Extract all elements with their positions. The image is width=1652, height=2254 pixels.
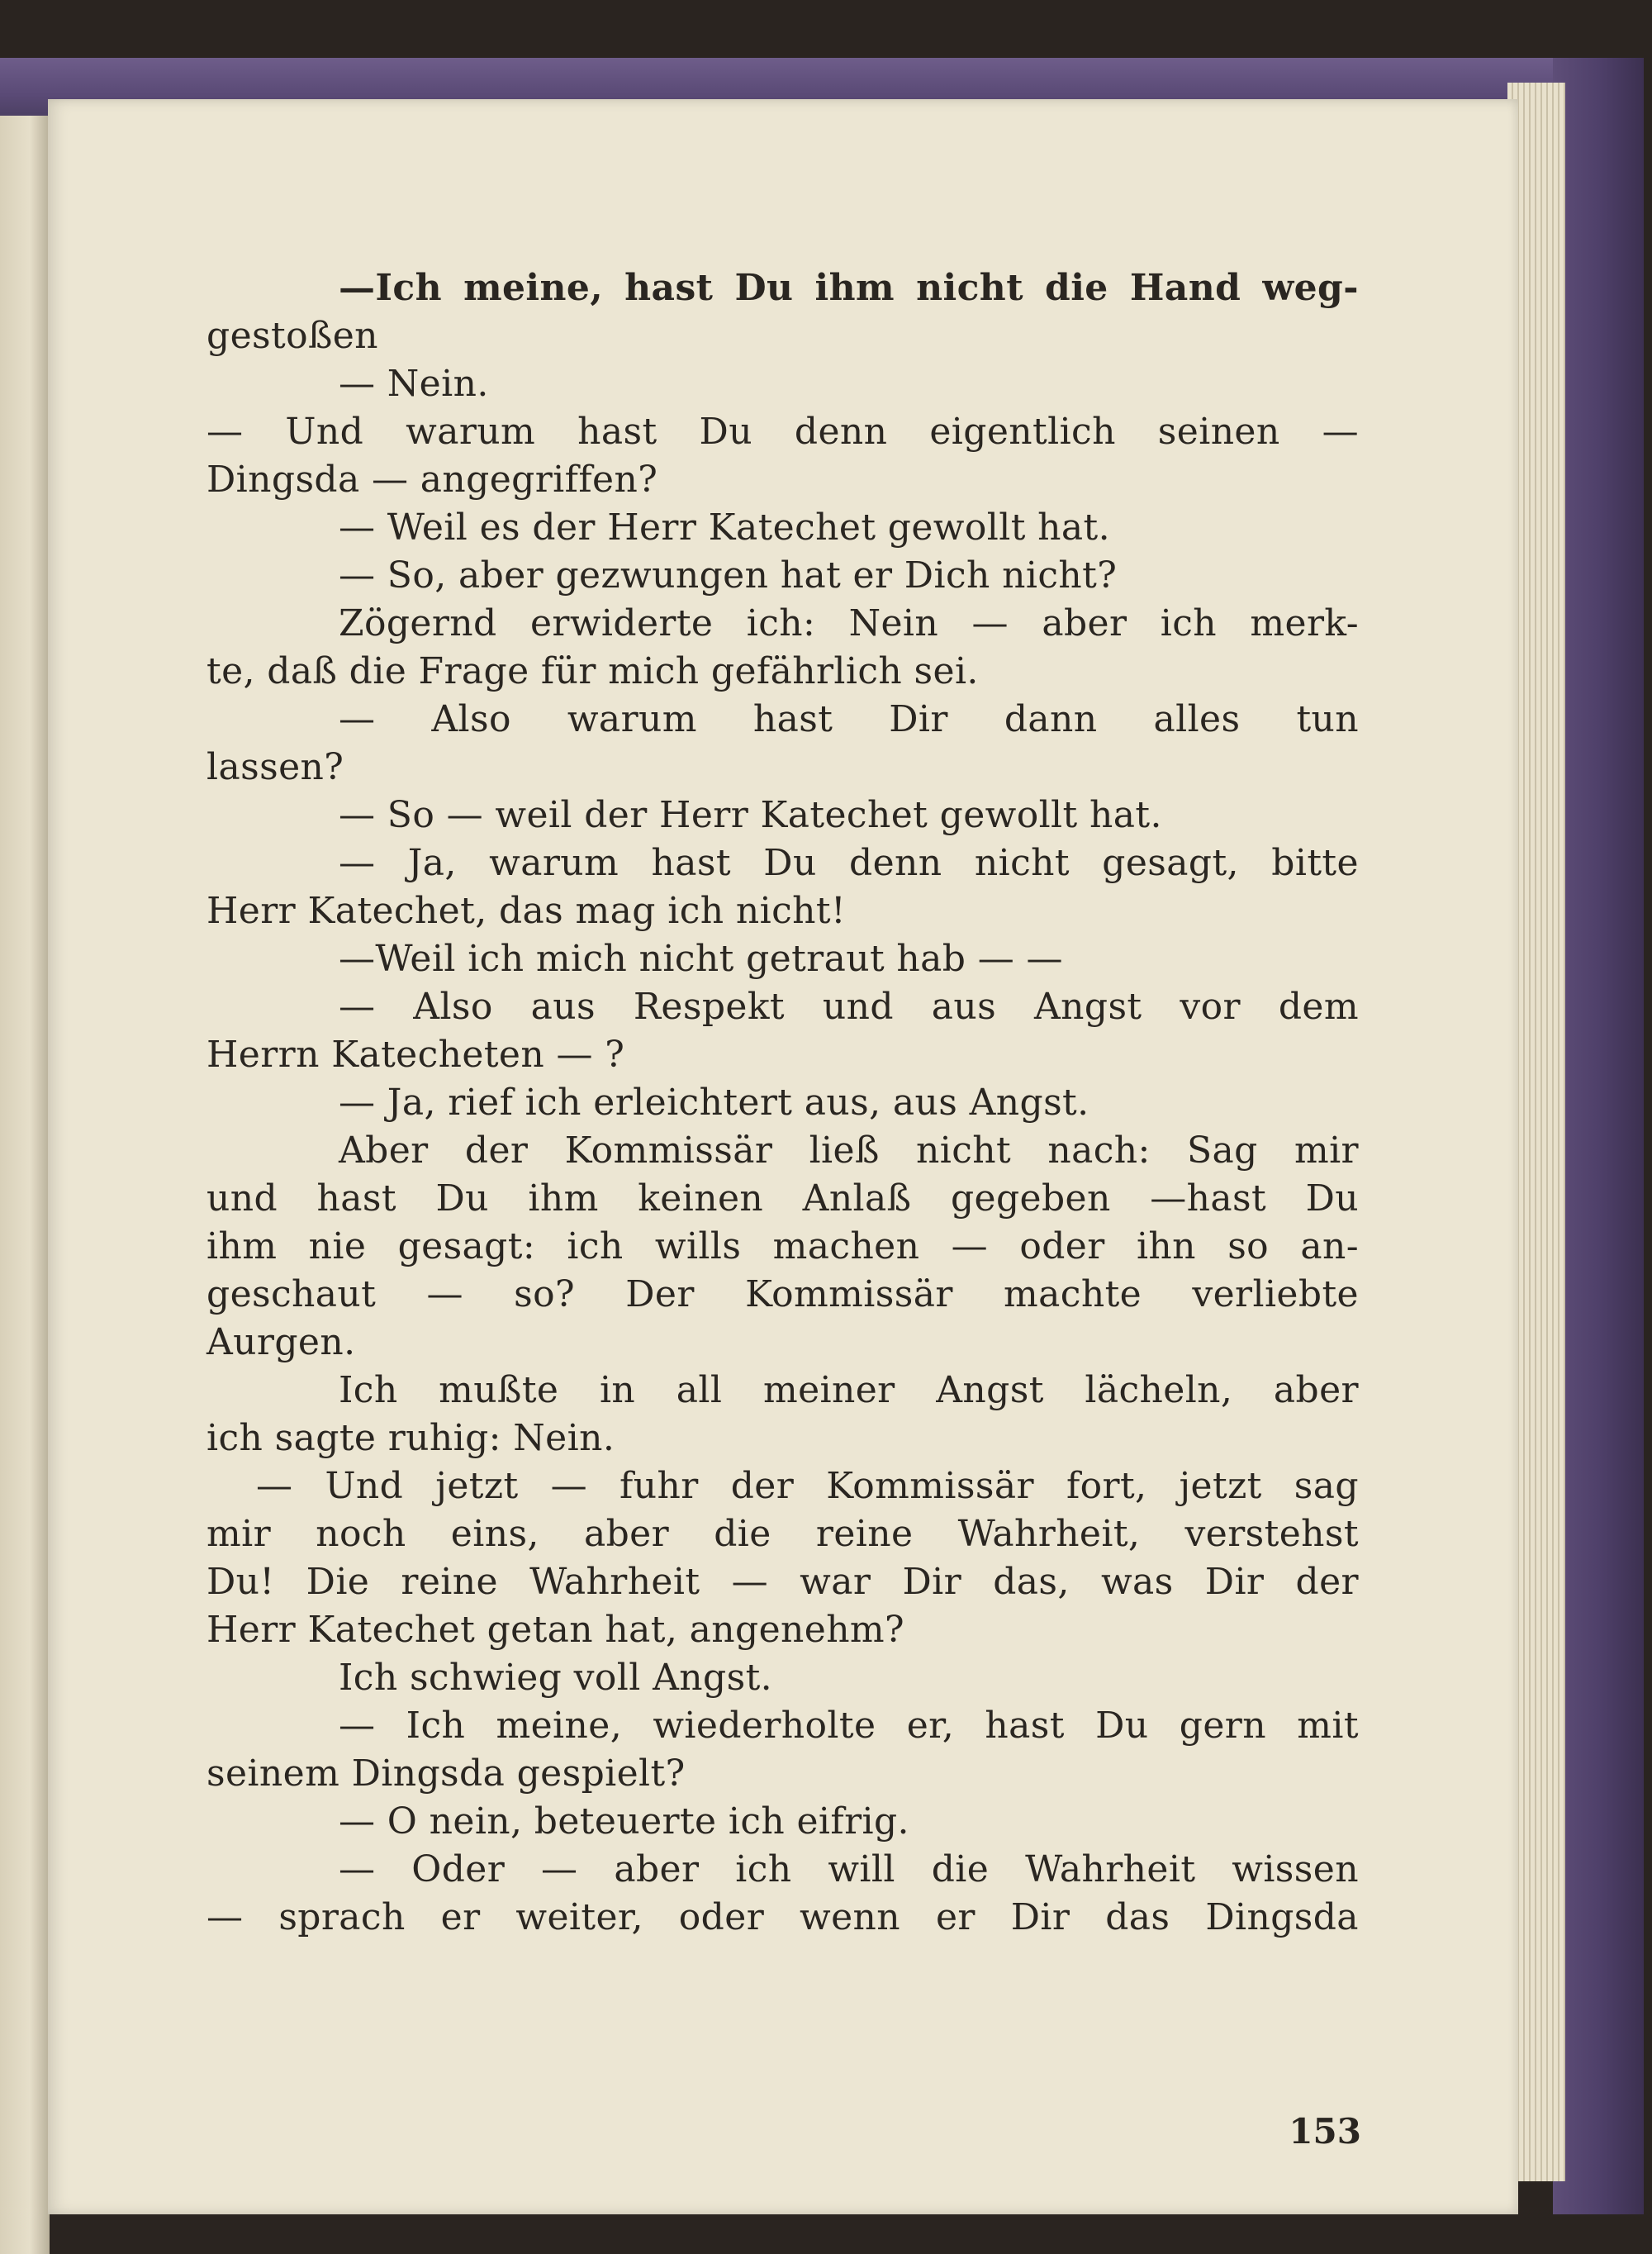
book-page <box>48 99 1518 2214</box>
word: und <box>206 1177 278 1220</box>
word: —hast <box>1150 1177 1267 1220</box>
word: ließ <box>809 1129 880 1172</box>
book-cover-right <box>1553 58 1644 2214</box>
word: Anlaß <box>802 1177 912 1220</box>
word: Angst <box>1033 986 1142 1028</box>
word: sag <box>1294 1465 1359 1507</box>
word: Angst <box>936 1369 1044 1411</box>
word: lächeln, <box>1085 1369 1233 1411</box>
word: — <box>1322 411 1359 453</box>
word: reine <box>815 1513 914 1555</box>
word: gesagt, <box>1102 842 1239 884</box>
text-line: ich sagte ruhig: Nein. <box>206 1417 615 1459</box>
word: Wahrheit, <box>957 1513 1141 1555</box>
word: was <box>1100 1561 1174 1603</box>
word: Sag <box>1186 1129 1258 1172</box>
text-line <box>206 1271 1359 1319</box>
word: all <box>676 1369 723 1411</box>
word: merk- <box>1250 602 1359 644</box>
word: der <box>464 1129 529 1172</box>
word: Nein <box>848 602 939 644</box>
text-line <box>206 1558 1359 1606</box>
word: warum <box>489 842 620 884</box>
word: mit <box>1297 1705 1359 1747</box>
word: warum <box>406 411 536 453</box>
text-line <box>206 600 1359 648</box>
word: tun <box>1296 698 1359 740</box>
word: er <box>935 1896 976 1938</box>
text-line: Dingsda — angegriffen? <box>206 459 658 501</box>
word: gern <box>1179 1705 1266 1747</box>
word: hast <box>985 1705 1065 1747</box>
word: nach: <box>1047 1129 1151 1172</box>
spine-gutter <box>0 116 50 2254</box>
word: so? <box>514 1273 575 1315</box>
word: Dir <box>1204 1561 1265 1603</box>
word: nicht <box>916 267 1023 309</box>
word: — <box>206 1896 244 1938</box>
word: Ich <box>406 1705 466 1747</box>
word: der <box>730 1465 795 1507</box>
text-line: Ich schwieg voll Angst. <box>339 1657 773 1699</box>
word: nicht <box>974 842 1070 884</box>
word: Du <box>435 1177 489 1220</box>
text-line: lassen? <box>206 746 344 788</box>
word: dem <box>1278 986 1359 1028</box>
word: nie <box>308 1225 367 1267</box>
word: gesagt: <box>397 1225 536 1267</box>
word: er <box>440 1896 481 1938</box>
word: so <box>1227 1225 1270 1267</box>
word: oder <box>678 1896 765 1938</box>
word: Kommissär <box>745 1273 953 1315</box>
word: hast <box>752 698 833 740</box>
word: meiner <box>762 1369 895 1411</box>
word: der <box>1295 1561 1359 1603</box>
word: die <box>714 1513 771 1555</box>
word: Du! <box>206 1561 275 1603</box>
word: — <box>951 1225 989 1267</box>
word: Du <box>1095 1705 1149 1747</box>
word: Du <box>734 267 794 309</box>
word: erwiderte <box>529 602 714 644</box>
word: aus <box>931 986 997 1028</box>
word: Dir <box>1010 1896 1070 1938</box>
word: das, <box>993 1561 1070 1603</box>
word: eins, <box>450 1513 539 1555</box>
word: aber <box>614 1848 700 1890</box>
word: Also <box>431 698 511 740</box>
word: — <box>339 698 376 740</box>
word: ihm <box>814 267 895 309</box>
word: hast <box>624 267 714 309</box>
word: verliebte <box>1192 1273 1359 1315</box>
word: — <box>339 842 376 884</box>
word: aus <box>530 986 596 1028</box>
word: Und <box>285 411 364 453</box>
word: oder <box>1019 1225 1105 1267</box>
word: wenn <box>800 1896 901 1938</box>
word: aber <box>1042 602 1127 644</box>
word: geschaut <box>206 1273 377 1315</box>
word: jetzt <box>435 1465 519 1507</box>
word: —Ich <box>339 267 442 309</box>
word: noch <box>316 1513 406 1555</box>
word: mir <box>1294 1129 1359 1172</box>
word: meine, <box>496 1705 623 1747</box>
word: — <box>339 986 376 1028</box>
word: — <box>256 1465 293 1507</box>
word: die <box>1045 267 1108 309</box>
text-line <box>206 1127 1359 1175</box>
word: — <box>731 1561 768 1603</box>
word: Die <box>306 1561 370 1603</box>
word: warum <box>567 698 697 740</box>
word: verstehst <box>1184 1513 1359 1555</box>
word: — <box>971 602 1009 644</box>
text-line <box>206 1510 1359 1558</box>
word: Aber <box>339 1129 429 1172</box>
word: an- <box>1300 1225 1359 1267</box>
text-line <box>206 1223 1359 1271</box>
word: nicht <box>916 1129 1012 1172</box>
word: — <box>206 411 244 453</box>
word: Du <box>1305 1177 1359 1220</box>
word: Dir <box>902 1561 962 1603</box>
text-line: — Nein. <box>339 363 489 405</box>
text-line: — Ja, rief ich erleichtert aus, aus Angst. <box>339 1082 1089 1124</box>
text-line <box>206 983 1359 1031</box>
word: er, <box>906 1705 955 1747</box>
text-line <box>206 839 1359 887</box>
word: Wahrheit <box>529 1561 700 1603</box>
word: gegeben <box>950 1177 1111 1220</box>
word: aber <box>583 1513 670 1555</box>
word: ich <box>1160 602 1218 644</box>
word: aber <box>1273 1369 1359 1411</box>
word: Hand <box>1129 267 1241 309</box>
text-line: — So, aber gezwungen hat er Dich nicht? <box>339 554 1118 597</box>
word: — <box>541 1848 578 1890</box>
text-line: Herr Katechet, das mag ich nicht! <box>206 890 847 932</box>
text-line: Aurgen. <box>206 1321 356 1363</box>
text-line: te, daß die Frage für mich gefährlich sei. <box>206 650 979 692</box>
word: das <box>1105 1896 1170 1938</box>
word: mußte <box>439 1369 559 1411</box>
text-line <box>206 1462 1359 1510</box>
word: in <box>599 1369 636 1411</box>
text-line <box>206 264 1359 312</box>
word: Ich <box>339 1369 398 1411</box>
word: war <box>800 1561 871 1603</box>
word: Oder <box>411 1848 506 1890</box>
word: ihn <box>1136 1225 1196 1267</box>
text-line <box>206 1175 1359 1223</box>
word: Dir <box>889 698 948 740</box>
word: wissen <box>1232 1848 1359 1890</box>
word: Also <box>413 986 493 1028</box>
word: Und <box>325 1465 404 1507</box>
page-number: 153 <box>1289 2111 1361 2152</box>
word: — <box>339 1848 376 1890</box>
word: — <box>426 1273 463 1315</box>
word: Ja, <box>407 842 457 884</box>
text-line: — So — weil der Herr Katechet gewollt hat. <box>339 794 1162 836</box>
word: Wahrheit <box>1025 1848 1196 1890</box>
word: vor <box>1180 986 1241 1028</box>
word: dann <box>1004 698 1098 740</box>
word: hast <box>577 411 657 453</box>
text-line: gestoßen <box>206 315 378 357</box>
text-line <box>206 1894 1359 1942</box>
word: — <box>339 1705 376 1747</box>
word: bitte <box>1271 842 1359 884</box>
word: ihm <box>206 1225 278 1267</box>
word: ich: <box>746 602 816 644</box>
word: denn <box>794 411 888 453</box>
word: Dingsda <box>1205 1896 1359 1938</box>
text-line: Herr Katechet getan hat, angenehm? <box>206 1609 905 1651</box>
word: mir <box>206 1513 272 1555</box>
word: reine <box>401 1561 498 1603</box>
word: wills <box>654 1225 742 1267</box>
word: wiederholte <box>653 1705 876 1747</box>
word: hast <box>316 1177 396 1220</box>
text-line <box>206 408 1359 456</box>
word: Der <box>625 1273 695 1315</box>
text-line <box>206 1846 1359 1894</box>
word: Du <box>763 842 817 884</box>
word: ihm <box>528 1177 599 1220</box>
word: Kommissär <box>826 1465 1034 1507</box>
word: — <box>550 1465 587 1507</box>
text-line <box>206 1702 1359 1750</box>
word: fort, <box>1066 1465 1147 1507</box>
word: machte <box>1004 1273 1142 1315</box>
word: ich <box>567 1225 624 1267</box>
word: die <box>931 1848 990 1890</box>
text-line: — O nein, beteuerte ich eifrig. <box>339 1800 909 1843</box>
word: keinen <box>638 1177 764 1220</box>
word: denn <box>849 842 942 884</box>
body-text <box>206 264 1359 1942</box>
word: hast <box>651 842 731 884</box>
word: Respekt <box>633 986 785 1028</box>
word: Du <box>699 411 752 453</box>
word: weg- <box>1262 267 1359 309</box>
word: alles <box>1153 698 1241 740</box>
word: fuhr <box>620 1465 699 1507</box>
text-line <box>206 1367 1359 1415</box>
word: machen <box>772 1225 920 1267</box>
word: jetzt <box>1179 1465 1262 1507</box>
word: Kommissär <box>564 1129 773 1172</box>
word: seinen <box>1157 411 1280 453</box>
word: will <box>828 1848 895 1890</box>
text-line <box>206 696 1359 744</box>
text-line: seinem Dingsda gespielt? <box>206 1752 686 1795</box>
word: und <box>822 986 894 1028</box>
word: ich <box>735 1848 792 1890</box>
word: eigentlich <box>929 411 1116 453</box>
text-line: — Weil es der Herr Katechet gewollt hat. <box>339 506 1111 549</box>
text-line: —Weil ich mich nicht getraut hab — — <box>339 938 1063 980</box>
word: Zögernd <box>339 602 497 644</box>
word: weiter, <box>515 1896 643 1938</box>
word: meine, <box>463 267 604 309</box>
word: sprach <box>278 1896 406 1938</box>
text-line: Herrn Katecheten — ? <box>206 1034 625 1076</box>
